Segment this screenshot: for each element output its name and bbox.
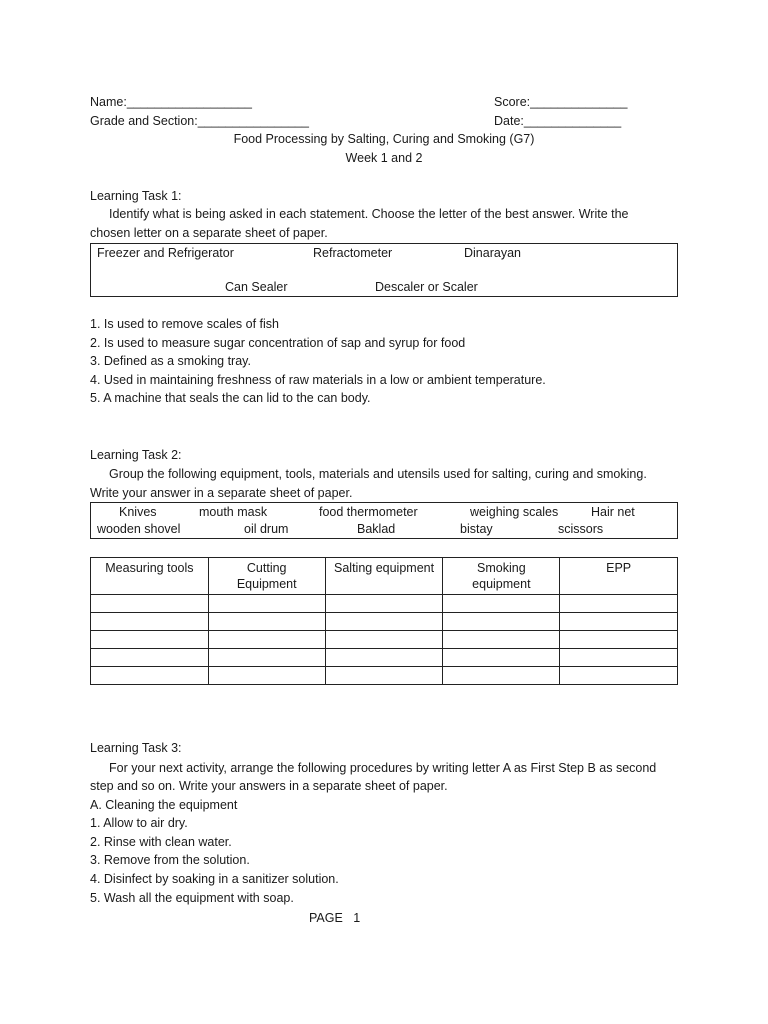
- column-header-measuring-tools: Measuring tools: [91, 558, 209, 595]
- task3-instruction-line1: For your next activity, arrange the following procedures by writing letter A as First Step B as second: [109, 761, 657, 775]
- table-header-row: [91, 558, 678, 595]
- answer-cell[interactable]: [325, 649, 443, 667]
- name-field-label: Name:__________________: [90, 95, 252, 109]
- word-knives: Knives: [119, 505, 157, 519]
- task1-choices-box: [90, 243, 678, 297]
- answer-cell[interactable]: [560, 667, 678, 685]
- grade-section-field-label: Grade and Section:________________: [90, 114, 309, 128]
- word-bistay: bistay: [460, 522, 493, 536]
- table-row: [91, 595, 678, 613]
- answer-cell[interactable]: [91, 613, 209, 631]
- word-scissors: scissors: [558, 522, 604, 536]
- answer-cell[interactable]: [91, 595, 209, 613]
- answer-cell[interactable]: [325, 613, 443, 631]
- answer-cell[interactable]: [325, 595, 443, 613]
- answer-cell[interactable]: [91, 667, 209, 685]
- answer-cell[interactable]: [208, 631, 325, 649]
- word-hair-net: Hair net: [591, 505, 635, 519]
- answer-cell[interactable]: [443, 631, 560, 649]
- answer-cell[interactable]: [91, 631, 209, 649]
- task3-step: 2. Rinse with clean water.: [90, 835, 232, 849]
- task1-instruction-line2: chosen letter on a separate sheet of paper.: [90, 226, 328, 240]
- table-row: [91, 649, 678, 667]
- date-field-label: Date:______________: [494, 114, 622, 128]
- task3-step: 4. Disinfect by soaking in a sanitizer solution.: [90, 872, 339, 886]
- word-mouth-mask: mouth mask: [199, 505, 268, 519]
- word-baklad: Baklad: [357, 522, 396, 536]
- answer-cell[interactable]: [560, 631, 678, 649]
- task1-item: 5. A machine that seals the can lid to the can body.: [90, 391, 371, 405]
- column-header-cutting-equipment: [208, 558, 325, 595]
- answer-cell[interactable]: [443, 613, 560, 631]
- task1-item: 1. Is used to remove scales of fish: [90, 317, 279, 331]
- document-subtitle: Week 1 and 2: [345, 151, 423, 165]
- column-header-smoking-equipment: [443, 558, 560, 595]
- table-row: [91, 667, 678, 685]
- table-row: [91, 613, 678, 631]
- task3-step: 1. Allow to air dry.: [90, 816, 188, 830]
- choice-descaler: Descaler or Scaler: [375, 280, 478, 294]
- table-row: [91, 631, 678, 649]
- task1-instruction-line1: Identify what is being asked in each statement. Choose the letter of the best answer. Write the: [109, 207, 629, 221]
- task3-step: 3. Remove from the solution.: [90, 853, 250, 867]
- task1-item: 2. Is used to measure sugar concentration of sap and syrup for food: [90, 336, 466, 350]
- task1-heading: Learning Task 1:: [90, 189, 182, 203]
- answer-cell[interactable]: [560, 649, 678, 667]
- word-oil-drum: oil drum: [244, 522, 289, 536]
- choice-refractometer: Refractometer: [313, 246, 393, 260]
- task3-heading: Learning Task 3:: [90, 741, 182, 755]
- column-header-cutting-equipment-label: Cutting Equipment: [236, 561, 297, 591]
- column-header-epp: EPP: [560, 558, 678, 595]
- task2-heading: Learning Task 2:: [90, 448, 182, 462]
- page-number: PAGE 1: [309, 911, 361, 925]
- answer-cell[interactable]: [208, 613, 325, 631]
- answer-cell[interactable]: [325, 667, 443, 685]
- task1-item: 3. Defined as a smoking tray.: [90, 354, 251, 368]
- answer-cell[interactable]: [560, 595, 678, 613]
- column-header-salting-equipment: Salting equipment: [325, 558, 443, 595]
- answer-cell[interactable]: [443, 649, 560, 667]
- answer-cell[interactable]: [208, 595, 325, 613]
- word-food-thermometer: food thermometer: [319, 505, 418, 519]
- task2-instruction-line1: Group the following equipment, tools, materials and utensils used for salting, curing and smoking.: [109, 467, 647, 481]
- answer-cell[interactable]: [443, 595, 560, 613]
- grouping-answer-table: [90, 557, 678, 685]
- document-title: Food Processing by Salting, Curing and Smoking (G7): [233, 132, 535, 146]
- task2-word-box: [90, 502, 678, 539]
- task2-instruction-line2: Write your answer in a separate sheet of paper.: [90, 486, 353, 500]
- choice-freezer: Freezer and Refrigerator: [97, 246, 234, 260]
- task3-instruction-line2: step and so on. Write your answers in a separate sheet of paper.: [90, 779, 448, 793]
- answer-cell[interactable]: [208, 649, 325, 667]
- task3-step: 5. Wash all the equipment with soap.: [90, 891, 294, 905]
- choice-dinarayan: Dinarayan: [464, 246, 521, 260]
- answer-cell[interactable]: [91, 649, 209, 667]
- answer-cell[interactable]: [325, 631, 443, 649]
- score-field-label: Score:______________: [494, 95, 628, 109]
- word-wooden-shovel: wooden shovel: [97, 522, 181, 536]
- task1-item: 4. Used in maintaining freshness of raw materials in a low or ambient temperature.: [90, 373, 546, 387]
- word-weighing-scales: weighing scales: [470, 505, 559, 519]
- answer-cell[interactable]: [443, 667, 560, 685]
- choice-can-sealer: Can Sealer: [225, 280, 288, 294]
- answer-cell[interactable]: [560, 613, 678, 631]
- task3-section-title: A. Cleaning the equipment: [90, 798, 238, 812]
- answer-cell[interactable]: [208, 667, 325, 685]
- column-header-smoking-equipment-label: Smoking equipment: [472, 561, 531, 591]
